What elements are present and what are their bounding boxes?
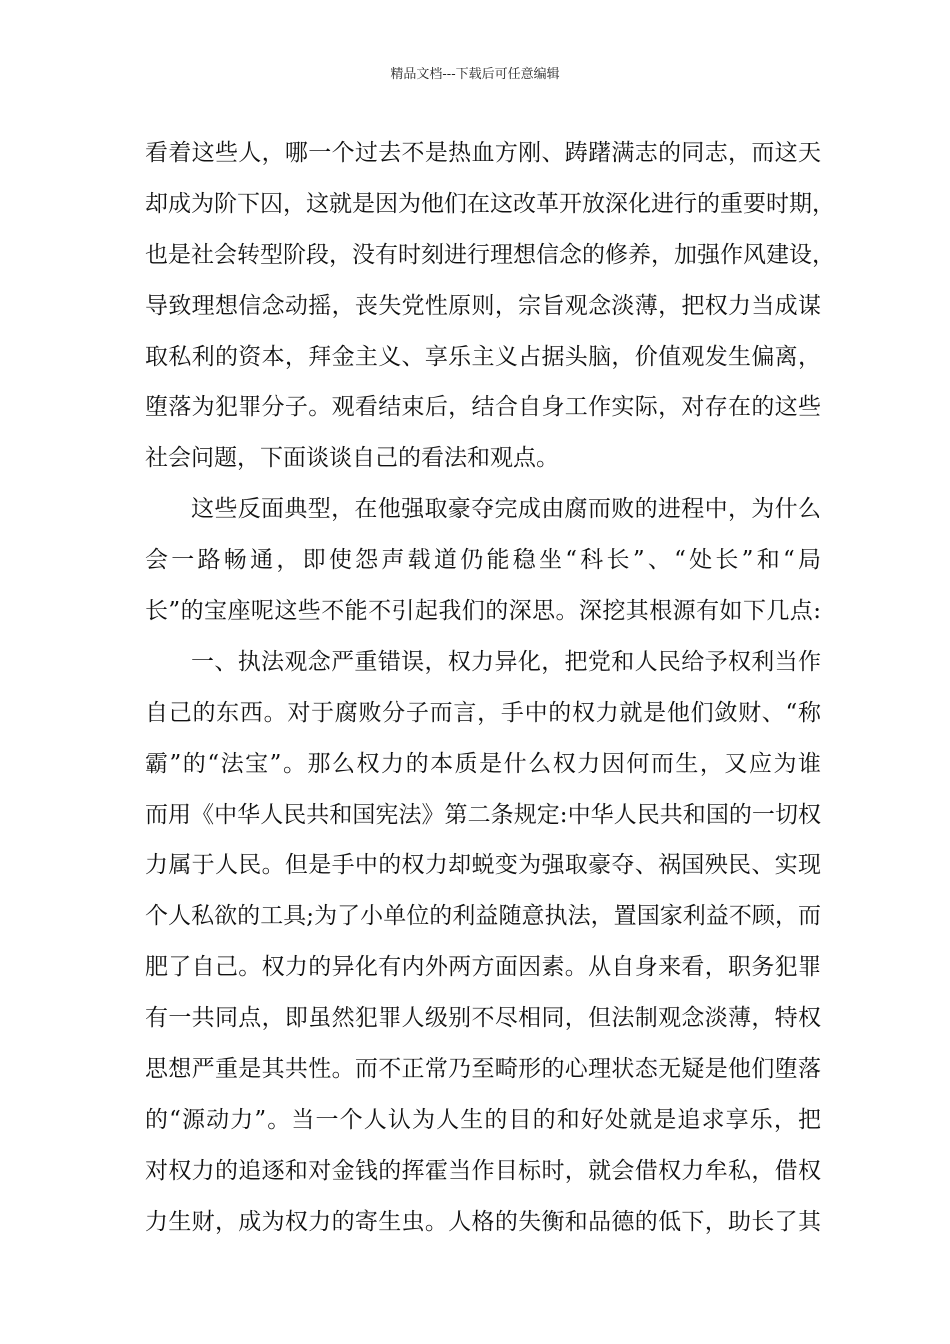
document-body (145, 128, 835, 1248)
text-line: 看着这些人，哪一个过去不是热血方刚、踌躇满志的同志，而这天 (145, 140, 821, 166)
text-line: 导致理想信念动摇，丧失党性原则，宗旨观念淡薄，把权力当成谋 (145, 292, 821, 319)
text-line: 力生财，成为权力的寄生虫。人格的失衡和品德的低下，助长了其 (145, 1208, 821, 1235)
text-line: 会一路畅通，即使怨声载道仍能稳坐“科长”、“处长”和“局 (145, 547, 821, 574)
text-line: 思想严重是其共性。而不正常乃至畸形的心理状态无疑是他们堕落 (145, 1056, 821, 1083)
text-line: 这些反面典型，在他强取豪夺完成由腐而败的进程中，为什么 (191, 496, 821, 523)
text-line: 有一共同点，即虽然犯罪人级别不尽相同，但法制观念淡薄，特权 (145, 1005, 821, 1032)
text-line: 自己的东西。对于腐败分子而言，手中的权力就是他们敛财、“称 (145, 699, 821, 726)
text-line: 也是社会转型阶段，没有时刻进行理想信念的修养，加强作风建设， (145, 241, 835, 268)
text-line: 肥了自己。权力的异化有内外两方面因素。从自身来看，职务犯罪 (145, 954, 821, 981)
text-line: 堕落为犯罪分子。观看结束后，结合自身工作实际，对存在的这些 (145, 394, 821, 421)
text-line: 一、执法观念严重错误，权力异化，把党和人民给予权利当作 (191, 648, 821, 675)
text-line: 力属于人民。但是手中的权力却蜕变为强取豪夺、祸国殃民、实现 (145, 852, 821, 879)
text-line: 而用《中华人民共和国宪法》第二条规定:中华人民共和国的一切权 (145, 801, 821, 828)
text-line: 的“源动力”。当一个人认为人生的目的和好处就是追求享乐，把 (145, 1106, 821, 1133)
page-header: 精品文档---下载后可任意编辑 (390, 67, 560, 82)
text-line: 霸”的“法宝”。那么权力的本质是什么权力因何而生，又应为谁 (145, 750, 821, 777)
text-line: 却成为阶下囚，这就是因为他们在这改革开放深化进行的重要时期， (145, 190, 835, 217)
text-line: 长”的宝座呢这些不能不引起我们的深思。深挖其根源有如下几点: (145, 598, 821, 625)
text-line: 社会问题，下面谈谈自己的看法和观点。 (145, 445, 559, 472)
text-line: 取私利的资本，拜金主义、享乐主义占据头脑，价值观发生偏离， (145, 343, 821, 370)
text-line: 对权力的追逐和对金钱的挥霍当作目标时，就会借权力牟私，借权 (145, 1157, 821, 1184)
text-line: 个人私欲的工具;为了小单位的利益随意执法，置国家利益不顾，而 (145, 903, 821, 930)
